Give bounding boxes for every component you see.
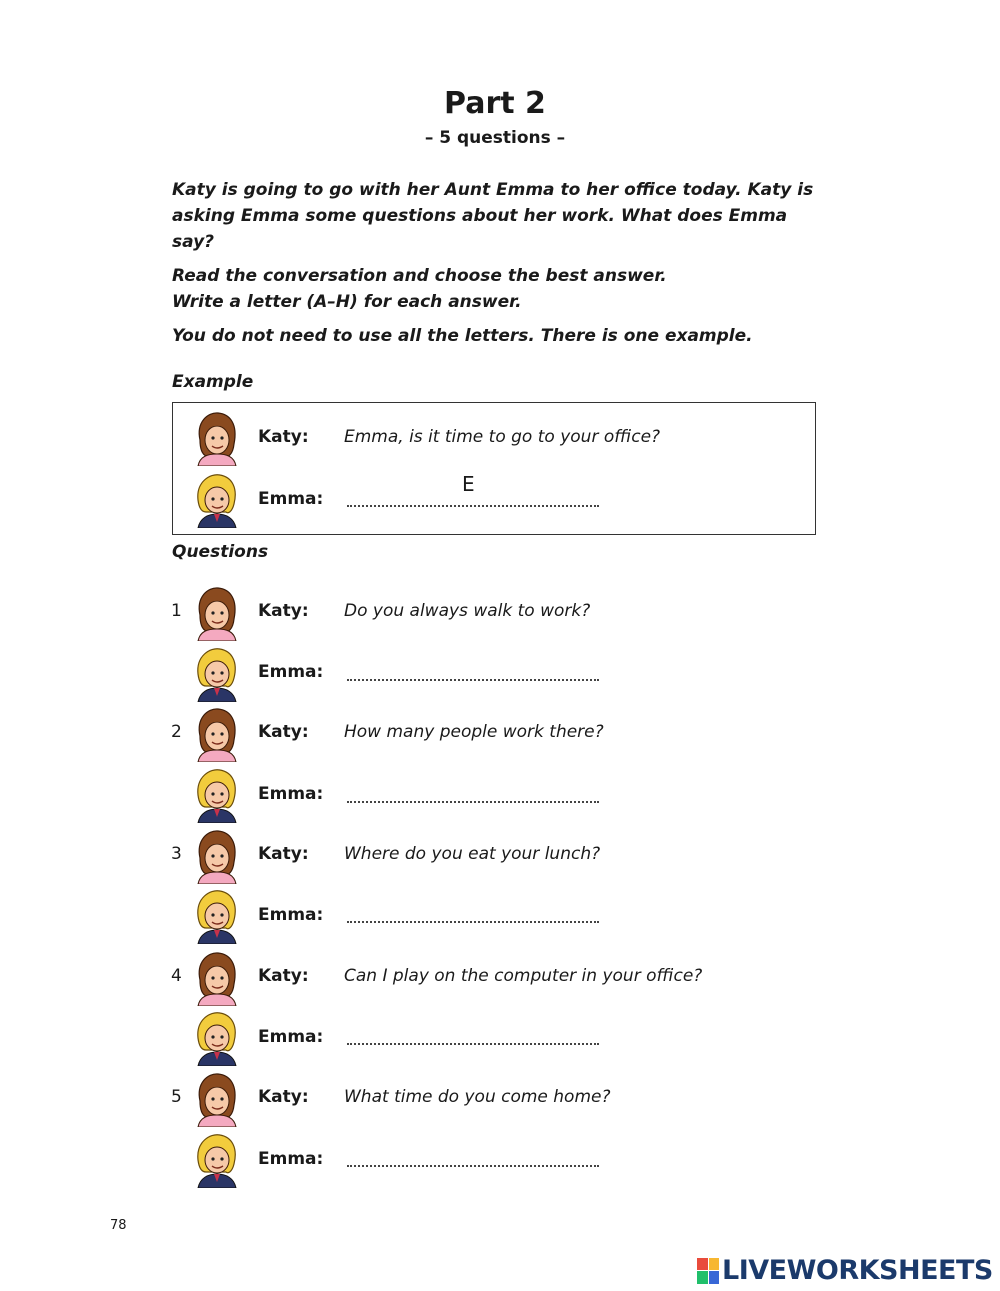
example-answer-line [347,505,599,507]
example-answer: E [462,472,475,496]
emma-avatar-icon [192,767,240,823]
question-number: 3 [171,844,182,864]
question-number: 4 [171,966,182,986]
emma-avatar-icon [192,472,240,528]
instruction-read: Read the conversation and choose the best answer. [172,266,667,286]
example-emma-speaker: Emma: [258,489,324,509]
question-number: 5 [171,1087,182,1107]
instruction-intro: Katy is going to go with her Aunt Emma to her office today. Katy is asking Emma some questions about her work. What does Emma say? [172,180,814,252]
question-emma-speaker: Emma: [258,1027,324,1047]
question-katy-speaker: Katy: [258,966,309,986]
question-katy-line: Can I play on the computer in your office? [344,966,703,986]
brand-name: LIVEWORKSHEETS [722,1255,993,1286]
instruction-letters: You do not need to use all the letters. There is one example. [172,326,753,346]
question-katy-line: What time do you come home? [344,1087,611,1107]
answer-input-4[interactable] [347,1043,599,1045]
katy-avatar-icon [192,410,240,466]
katy-avatar-icon [192,828,240,884]
katy-avatar-icon [192,585,240,641]
answer-input-1[interactable] [347,679,599,681]
katy-avatar-icon [192,950,240,1006]
question-emma-speaker: Emma: [258,784,324,804]
question-number: 1 [171,601,182,621]
example-box [172,402,816,535]
example-katy-line: Emma, is it time to go to your office? [344,427,661,447]
answer-input-3[interactable] [347,921,599,923]
questions-label: Questions [172,542,269,562]
question-katy-speaker: Katy: [258,601,309,621]
liveworksheets-logo-icon [697,1258,719,1284]
answer-input-5[interactable] [347,1165,599,1167]
question-katy-speaker: Katy: [258,722,309,742]
question-katy-line: Where do you eat your lunch? [344,844,601,864]
answer-input-2[interactable] [347,801,599,803]
katy-avatar-icon [192,706,240,762]
question-emma-speaker: Emma: [258,905,324,925]
page-subtitle: – 5 questions – [424,128,566,148]
emma-avatar-icon [192,1010,240,1066]
example-katy-speaker: Katy: [258,427,309,447]
example-label: Example [172,372,254,392]
question-katy-line: Do you always walk to work? [344,601,591,621]
emma-avatar-icon [192,646,240,702]
question-emma-speaker: Emma: [258,1149,324,1169]
instruction-write: Write a letter (A–H) for each answer. [172,292,522,312]
question-katy-speaker: Katy: [258,844,309,864]
brand-logo[interactable] [697,1255,993,1286]
katy-avatar-icon [192,1071,240,1127]
question-katy-speaker: Katy: [258,1087,309,1107]
question-katy-line: How many people work there? [344,722,604,742]
question-emma-speaker: Emma: [258,662,324,682]
page-number: 78 [110,1218,127,1233]
emma-avatar-icon [192,888,240,944]
emma-avatar-icon [192,1132,240,1188]
page-title: Part 2 [444,86,546,121]
question-number: 2 [171,722,182,742]
